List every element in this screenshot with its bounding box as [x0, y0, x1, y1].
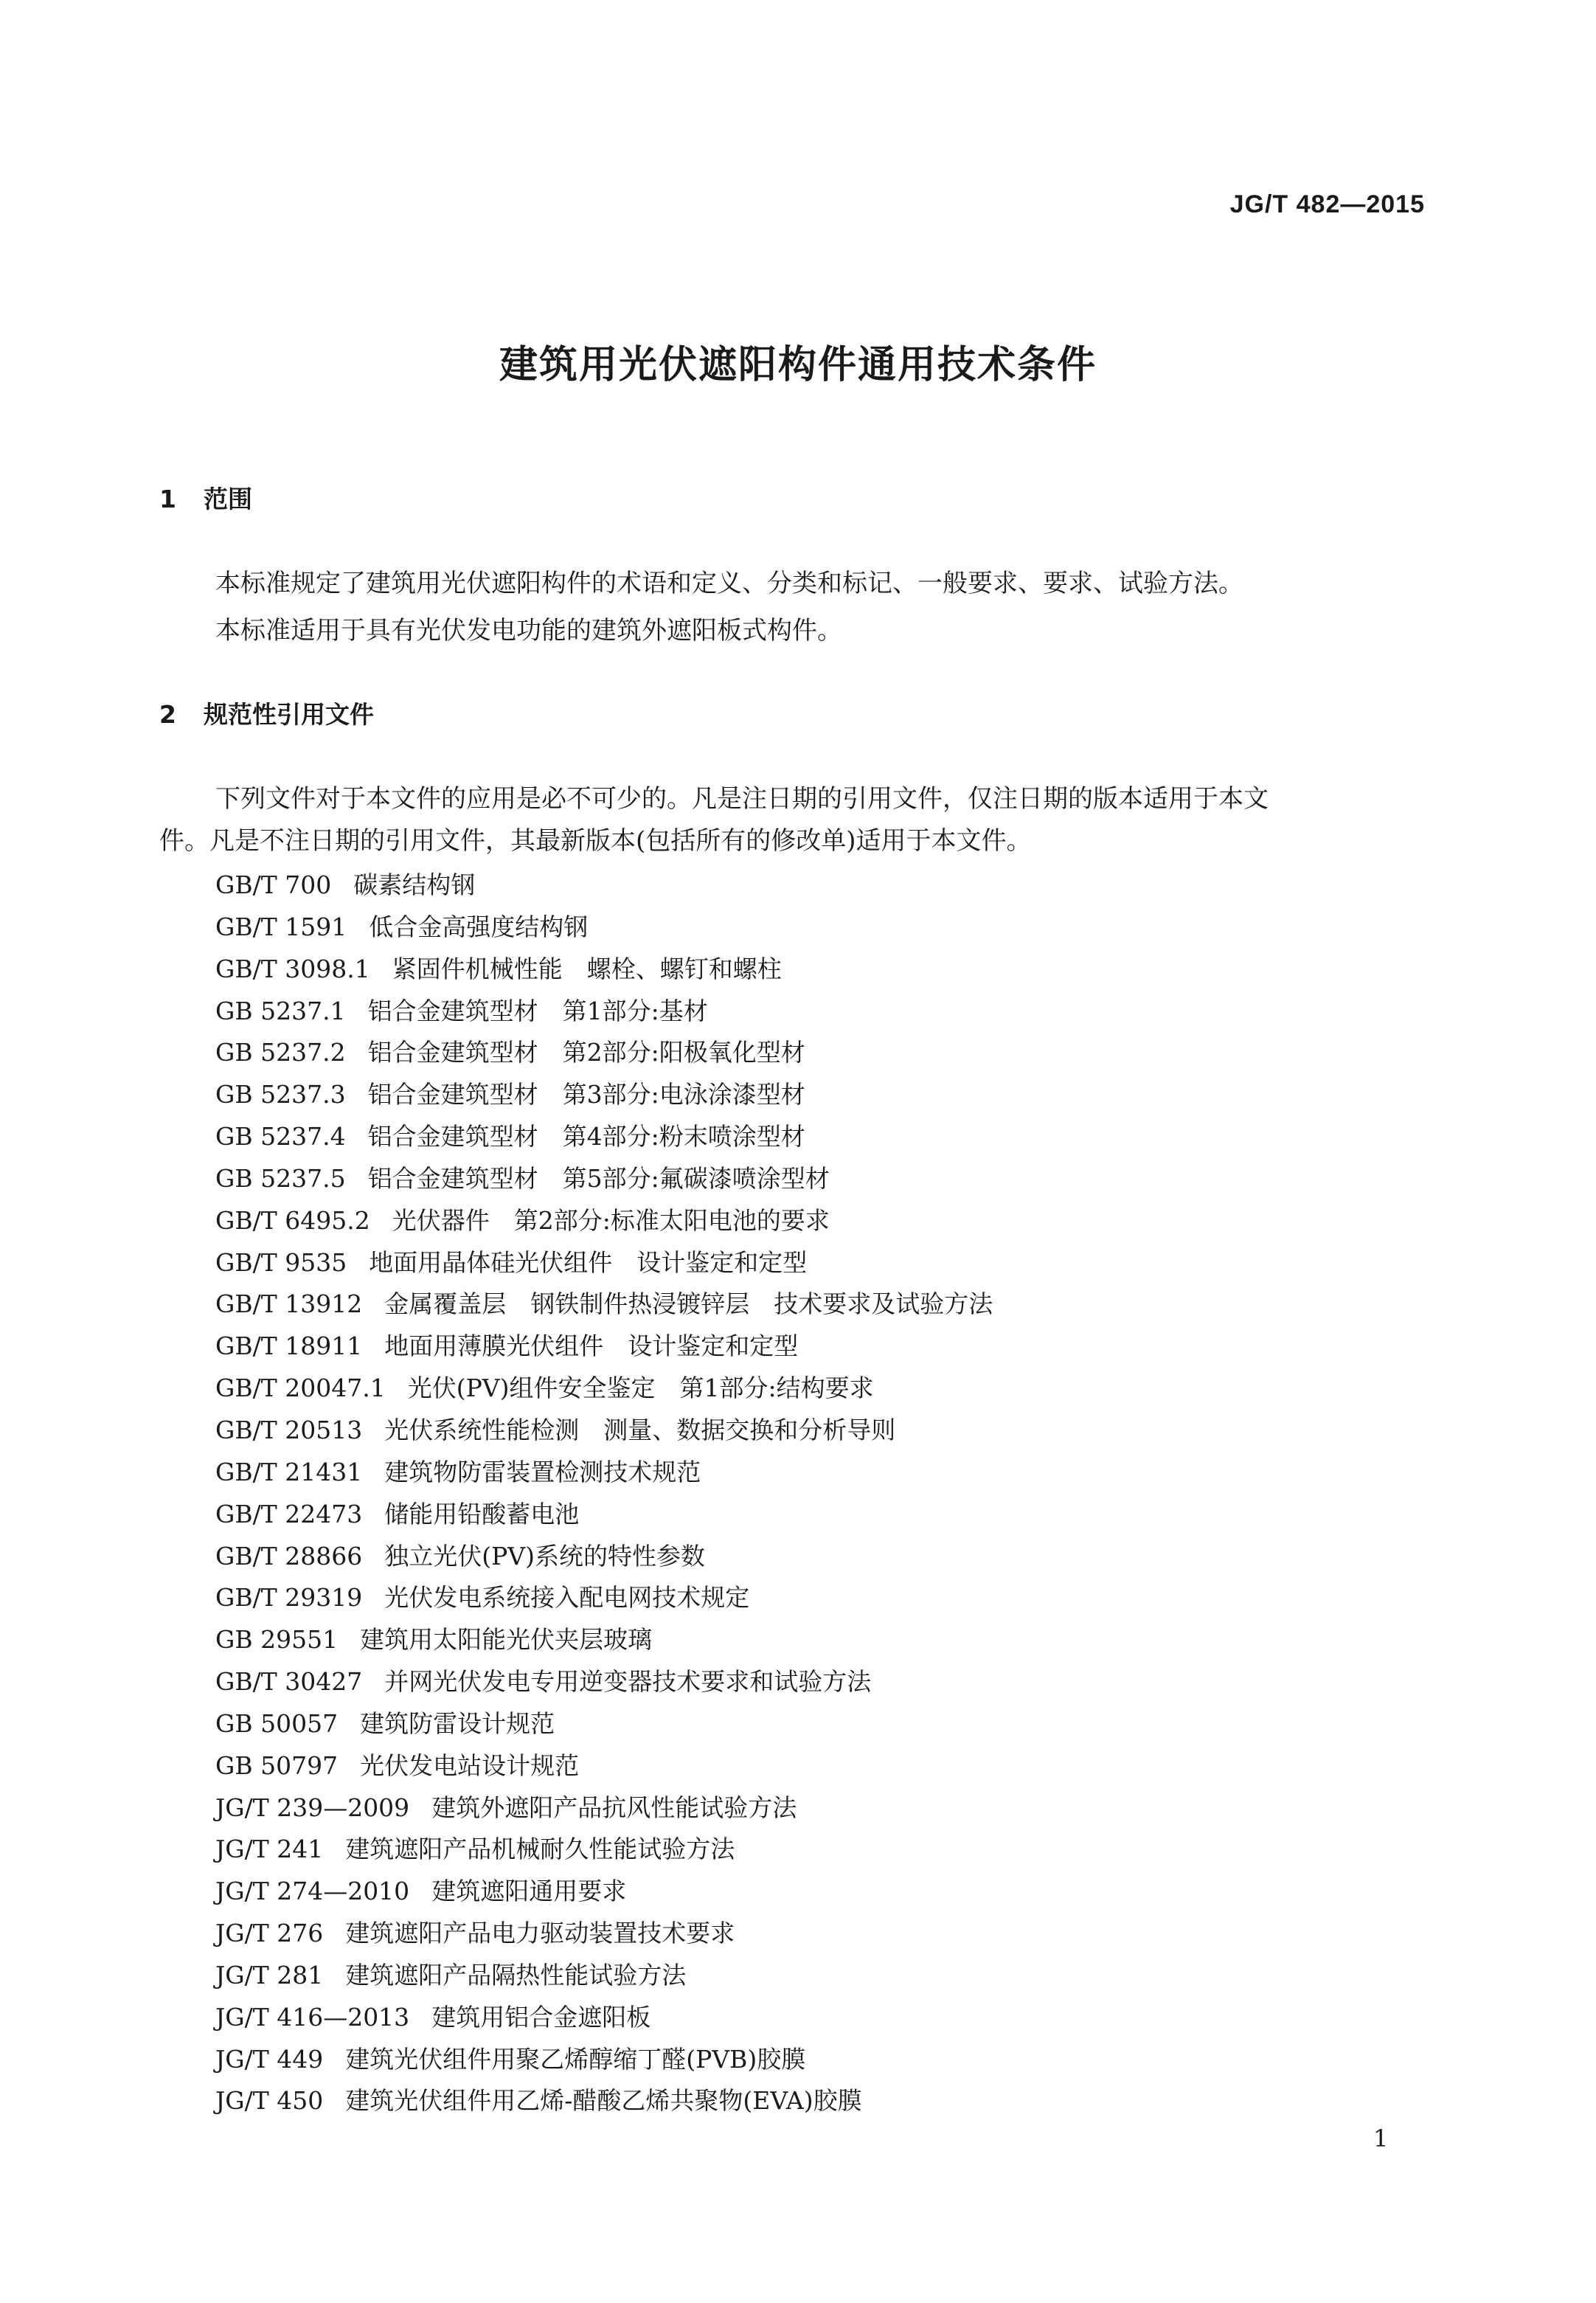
reference-item [215, 2080, 993, 2122]
reference-item [215, 1284, 993, 1326]
section-2-title: 规范性引用文件 [204, 700, 374, 729]
section-2-heading [159, 696, 374, 733]
reference-code: JG/T 239—2009 [215, 1793, 410, 1822]
reference-name: 光伏系统性能检测 测量、数据交换和分析导则 [384, 1415, 896, 1444]
reference-item [215, 949, 993, 991]
reference-code: GB/T 28866 [215, 1541, 363, 1570]
reference-name: 低合金高强度结构钢 [369, 912, 589, 941]
scope-paragraph-1: 本标准规定了建筑用光伏遮阳构件的术语和定义、分类和标记、一般要求、要求、试验方法。 [215, 569, 1243, 598]
scope-paragraph-2: 本标准适用于具有光伏发电功能的建筑外遮阳板式构件。 [215, 616, 842, 645]
reference-code: JG/T 416—2013 [215, 2002, 410, 2032]
reference-item [215, 1494, 993, 1536]
reference-item [215, 1074, 993, 1116]
page-number: 1 [1373, 2124, 1389, 2153]
reference-code: GB/T 20513 [215, 1415, 363, 1444]
reference-item [215, 1242, 993, 1284]
reference-code: JG/T 449 [215, 2044, 324, 2074]
reference-code: JG/T 241 [215, 1835, 324, 1864]
reference-name: 铝合金建筑型材 第1部分:基材 [367, 996, 708, 1025]
document-title: 建筑用光伏遮阳构件通用技术条件 [499, 343, 1097, 387]
reference-name: 建筑遮阳产品电力驱动装置技术要求 [345, 1919, 735, 1948]
reference-item [215, 1955, 993, 1997]
normative-references-list [215, 865, 993, 2122]
reference-name: 独立光伏(PV)系统的特性参数 [384, 1541, 706, 1570]
reference-item [215, 907, 993, 949]
reference-item [215, 1410, 993, 1452]
reference-name: 铝合金建筑型材 第4部分:粉末喷涂型材 [367, 1122, 805, 1152]
reference-code: JG/T 450 [215, 2086, 324, 2116]
reference-code: GB/T 1591 [215, 912, 347, 941]
standard-code: JG/T 482—2015 [1229, 190, 1425, 218]
reference-item [215, 1913, 993, 1955]
reference-name: 紧固件机械性能 螺栓、螺钉和螺柱 [392, 954, 782, 983]
reference-name: 铝合金建筑型材 第5部分:氟碳漆喷涂型材 [367, 1163, 830, 1193]
reference-code: GB/T 6495.2 [215, 1205, 370, 1235]
section-2-number: 2 [159, 700, 176, 729]
reference-code: GB/T 20047.1 [215, 1374, 386, 1403]
reference-name: 建筑遮阳产品机械耐久性能试验方法 [345, 1835, 735, 1864]
reference-code: GB 5237.2 [215, 1038, 346, 1067]
section-1-heading [159, 481, 252, 518]
reference-code: JG/T 276 [215, 1919, 324, 1948]
reference-name: 建筑遮阳产品隔热性能试验方法 [345, 1960, 687, 1989]
reference-item [215, 1661, 993, 1703]
reference-item [215, 1619, 993, 1661]
reference-name: 金属覆盖层 钢铁制件热浸镀锌层 技术要求及试验方法 [384, 1289, 993, 1319]
reference-name: 建筑用铝合金遮阳板 [431, 2002, 651, 2032]
reference-name: 储能用铅酸蓄电池 [384, 1499, 580, 1528]
reference-name: 碳素结构钢 [353, 870, 476, 899]
reference-item [215, 1200, 993, 1242]
reference-item [215, 1745, 993, 1787]
reference-name: 铝合金建筑型材 第2部分:阳极氧化型材 [367, 1038, 805, 1067]
reference-code: GB/T 13912 [215, 1289, 363, 1319]
reference-code: GB/T 22473 [215, 1499, 363, 1528]
reference-item [215, 865, 993, 907]
reference-code: GB 5237.5 [215, 1163, 346, 1193]
reference-item [215, 1871, 993, 1913]
reference-code: GB/T 21431 [215, 1457, 363, 1486]
reference-code: GB/T 18911 [215, 1331, 363, 1361]
reference-name: 光伏器件 第2部分:标准太阳电池的要求 [392, 1205, 830, 1235]
reference-name: 建筑光伏组件用聚乙烯醇缩丁醛(PVB)胶膜 [345, 2044, 806, 2074]
reference-code: GB 5237.1 [215, 996, 346, 1025]
reference-item [215, 1997, 993, 2039]
references-intro-line-1: 下列文件对于本文件的应用是必不可少的。凡是注日期的引用文件，仅注日期的版本适用于本文 [215, 784, 1269, 814]
reference-name: 铝合金建筑型材 第3部分:电泳涂漆型材 [367, 1080, 805, 1109]
section-1-number: 1 [159, 485, 176, 513]
references-intro-line-2: 件。凡是不注日期的引用文件，其最新版本(包括所有的修改单)适用于本文件。 [159, 826, 1032, 856]
reference-name: 建筑用太阳能光伏夹层玻璃 [360, 1625, 653, 1655]
reference-item [215, 1452, 993, 1494]
reference-name: 光伏发电站设计规范 [360, 1750, 580, 1780]
reference-item [215, 1703, 993, 1745]
reference-code: GB/T 3098.1 [215, 954, 370, 983]
reference-name: 光伏发电系统接入配电网技术规定 [384, 1583, 750, 1613]
reference-code: GB 29551 [215, 1625, 339, 1655]
reference-name: 光伏(PV)组件安全鉴定 第1部分:结构要求 [407, 1374, 874, 1403]
reference-code: JG/T 274—2010 [215, 1877, 410, 1906]
reference-code: GB/T 700 [215, 870, 332, 899]
reference-item [215, 2039, 993, 2081]
reference-name: 并网光伏发电专用逆变器技术要求和试验方法 [384, 1667, 872, 1697]
reference-item [215, 1032, 993, 1074]
reference-name: 地面用晶体硅光伏组件 设计鉴定和定型 [369, 1247, 808, 1277]
reference-item [215, 1368, 993, 1410]
reference-code: GB/T 30427 [215, 1667, 363, 1697]
reference-code: GB 5237.4 [215, 1122, 346, 1152]
reference-code: GB 50057 [215, 1708, 339, 1738]
reference-name: 建筑物防雷装置检测技术规范 [384, 1457, 701, 1486]
reference-item [215, 1326, 993, 1368]
section-1-title: 范围 [204, 485, 252, 513]
reference-code: JG/T 281 [215, 1960, 324, 1989]
reference-item [215, 1787, 993, 1829]
reference-name: 地面用薄膜光伏组件 设计鉴定和定型 [384, 1331, 799, 1361]
reference-item [215, 1829, 993, 1871]
reference-name: 建筑光伏组件用乙烯-醋酸乙烯共聚物(EVA)胶膜 [345, 2086, 862, 2116]
reference-item [215, 1158, 993, 1200]
reference-code: GB/T 9535 [215, 1247, 347, 1277]
reference-name: 建筑防雷设计规范 [360, 1708, 555, 1738]
reference-code: GB 5237.3 [215, 1080, 346, 1109]
reference-item [215, 991, 993, 1033]
reference-item [215, 1577, 993, 1619]
reference-item [215, 1536, 993, 1578]
reference-name: 建筑外遮阳产品抗风性能试验方法 [431, 1793, 797, 1822]
reference-code: GB 50797 [215, 1750, 339, 1780]
reference-code: GB/T 29319 [215, 1583, 363, 1613]
reference-item [215, 1116, 993, 1158]
reference-name: 建筑遮阳通用要求 [431, 1877, 627, 1906]
